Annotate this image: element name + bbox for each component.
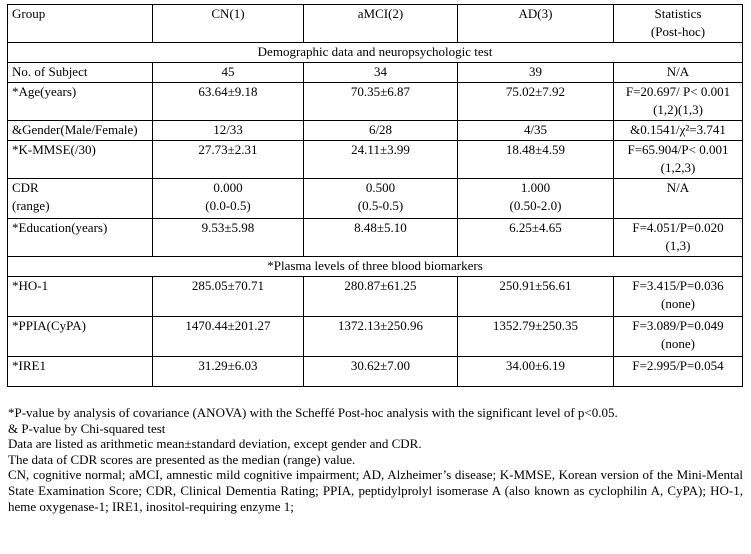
cell-stats-line2: (1,2,3)	[660, 160, 696, 175]
row-label: &Gender(Male/Female)	[8, 121, 153, 141]
cell-amci: 34	[304, 63, 458, 83]
section-plasma: *Plasma levels of three blood biomarkers	[8, 257, 743, 277]
header-group: Group	[8, 5, 153, 43]
table-row	[8, 317, 743, 357]
table-footnotes	[8, 405, 743, 514]
section-row	[8, 43, 743, 63]
cell-stats-line1: F=3.089/P=0.049	[632, 318, 724, 333]
cell-cn: 27.73±2.31	[153, 141, 304, 179]
table-row	[8, 179, 743, 219]
cell-stats	[614, 317, 743, 357]
table-row	[8, 277, 743, 317]
cell-amci: 30.62±7.00	[304, 357, 458, 387]
cell-ad: 250.91±56.61	[458, 277, 614, 317]
table-row	[8, 83, 743, 121]
cell-stats-line1: F=4.051/P=0.020	[632, 220, 724, 235]
cell-amci: 6/28	[304, 121, 458, 141]
cell-stats-line2: (1,3)	[665, 238, 691, 253]
cell-cn: 1470.44±201.27	[153, 317, 304, 357]
cell-stats-line1: F=3.415/P=0.036	[632, 278, 724, 293]
cell-stats: N/A	[614, 179, 743, 219]
row-label: No. of Subject	[8, 63, 153, 83]
row-label: *PPIA(CyPA)	[8, 317, 153, 357]
cell-stats	[614, 83, 743, 121]
header-ad: AD(3)	[458, 5, 614, 43]
cell-stats-line1: F=20.697/ P< 0.001	[625, 84, 731, 99]
cell-amci-line2: (0.5-0.5)	[357, 198, 404, 213]
header-amci: aMCI(2)	[304, 5, 458, 43]
row-label: *Education(years)	[8, 219, 153, 257]
footnote-cdr-format: The data of CDR scores are presented as the median (range) value.	[8, 451, 356, 467]
cell-stats	[614, 141, 743, 179]
cell-stats	[614, 277, 743, 317]
cell-amci	[304, 179, 458, 219]
cell-ad: 18.48±4.59	[458, 141, 614, 179]
cell-cn: 285.05±70.71	[153, 277, 304, 317]
footnote-anova: *P-value by analysis of covariance (ANOVA) with the Scheffé Post-hoc analysis with the significant level of p<0.05.	[8, 405, 618, 420]
cell-cn: 12/33	[153, 121, 304, 141]
cell-cn: 31.29±6.03	[153, 357, 304, 387]
footnote-abbreviations: CN, cognitive normal; aMCI, amnestic mild cognitive impairment; AD, Alzheimer’s disease; K-MMSE, Korean version of the Mini-Mental State Examination Score; CDR, Clinical Dementia Rating; PPIA, peptidylprolyl isomerase A (also known as cyclophilin A, CyPA); HO-1, heme oxygenase-1; IRE1, inositol-requiring enzyme 1;	[8, 467, 743, 514]
header-cn: CN(1)	[153, 5, 304, 43]
cell-amci: 24.11±3.99	[304, 141, 458, 179]
cell-stats: N/A	[614, 63, 743, 83]
results-table	[7, 4, 743, 387]
section-row	[8, 257, 743, 277]
table-row	[8, 357, 743, 387]
cell-cn: 45	[153, 63, 304, 83]
cell-cn-line2: (0.0-0.5)	[205, 198, 251, 213]
row-label: *HO-1	[8, 277, 153, 317]
cell-cn: 9.53±5.98	[153, 219, 304, 257]
cell-ad: 34.00±6.19	[458, 357, 614, 387]
cell-amci: 8.48±5.10	[304, 219, 458, 257]
cell-ad-line2: (0.50-2.0)	[509, 198, 562, 213]
row-label-line2: (range)	[12, 198, 50, 213]
cell-amci-line1: 0.500	[365, 180, 396, 195]
table-row	[8, 63, 743, 83]
header-statistics-line1: Statistics	[654, 6, 702, 21]
table-row	[8, 141, 743, 179]
header-row	[8, 5, 743, 43]
cell-stats-line2: (none)	[661, 296, 695, 311]
cell-amci: 1372.13±250.96	[304, 317, 458, 357]
row-label-line1: CDR	[12, 180, 39, 195]
cell-stats: F=2.995/P=0.054	[614, 357, 743, 387]
row-label: *K-MMSE(/30)	[8, 141, 153, 179]
cell-stats	[614, 219, 743, 257]
row-label: *IRE1	[8, 357, 153, 387]
footnote-chi-squared: & P-value by Chi-squared test	[8, 420, 166, 436]
cell-ad-line1: 1.000	[520, 180, 551, 195]
cell-ad: 75.02±7.92	[458, 83, 614, 121]
cell-stats: &0.1541/χ²=3.741	[614, 121, 743, 141]
cell-amci: 280.87±61.25	[304, 277, 458, 317]
cell-stats-line1: F=65.904/P< 0.001	[627, 142, 729, 157]
row-label	[8, 179, 153, 219]
row-label: *Age(years)	[8, 83, 153, 121]
cell-ad: 1352.79±250.35	[458, 317, 614, 357]
cell-ad: 39	[458, 63, 614, 83]
cell-cn-line1: 0.000	[213, 180, 243, 195]
cell-cn	[153, 179, 304, 219]
table-row	[8, 121, 743, 141]
header-statistics-line2: (Post-hoc)	[650, 24, 706, 39]
cell-ad	[458, 179, 614, 219]
table-row	[8, 219, 743, 257]
cell-stats-line2: (1,2)(1,3)	[653, 102, 703, 117]
header-statistics	[614, 5, 743, 43]
cell-ad: 4/35	[458, 121, 614, 141]
cell-amci: 70.35±6.87	[304, 83, 458, 121]
cell-stats-line2: (none)	[661, 336, 695, 351]
cell-cn: 63.64±9.18	[153, 83, 304, 121]
cell-ad: 6.25±4.65	[458, 219, 614, 257]
footnote-data-format: Data are listed as arithmetic mean±standard deviation, except gender and CDR.	[8, 436, 422, 452]
section-demographic: Demographic data and neuropsychologic test	[8, 43, 743, 63]
